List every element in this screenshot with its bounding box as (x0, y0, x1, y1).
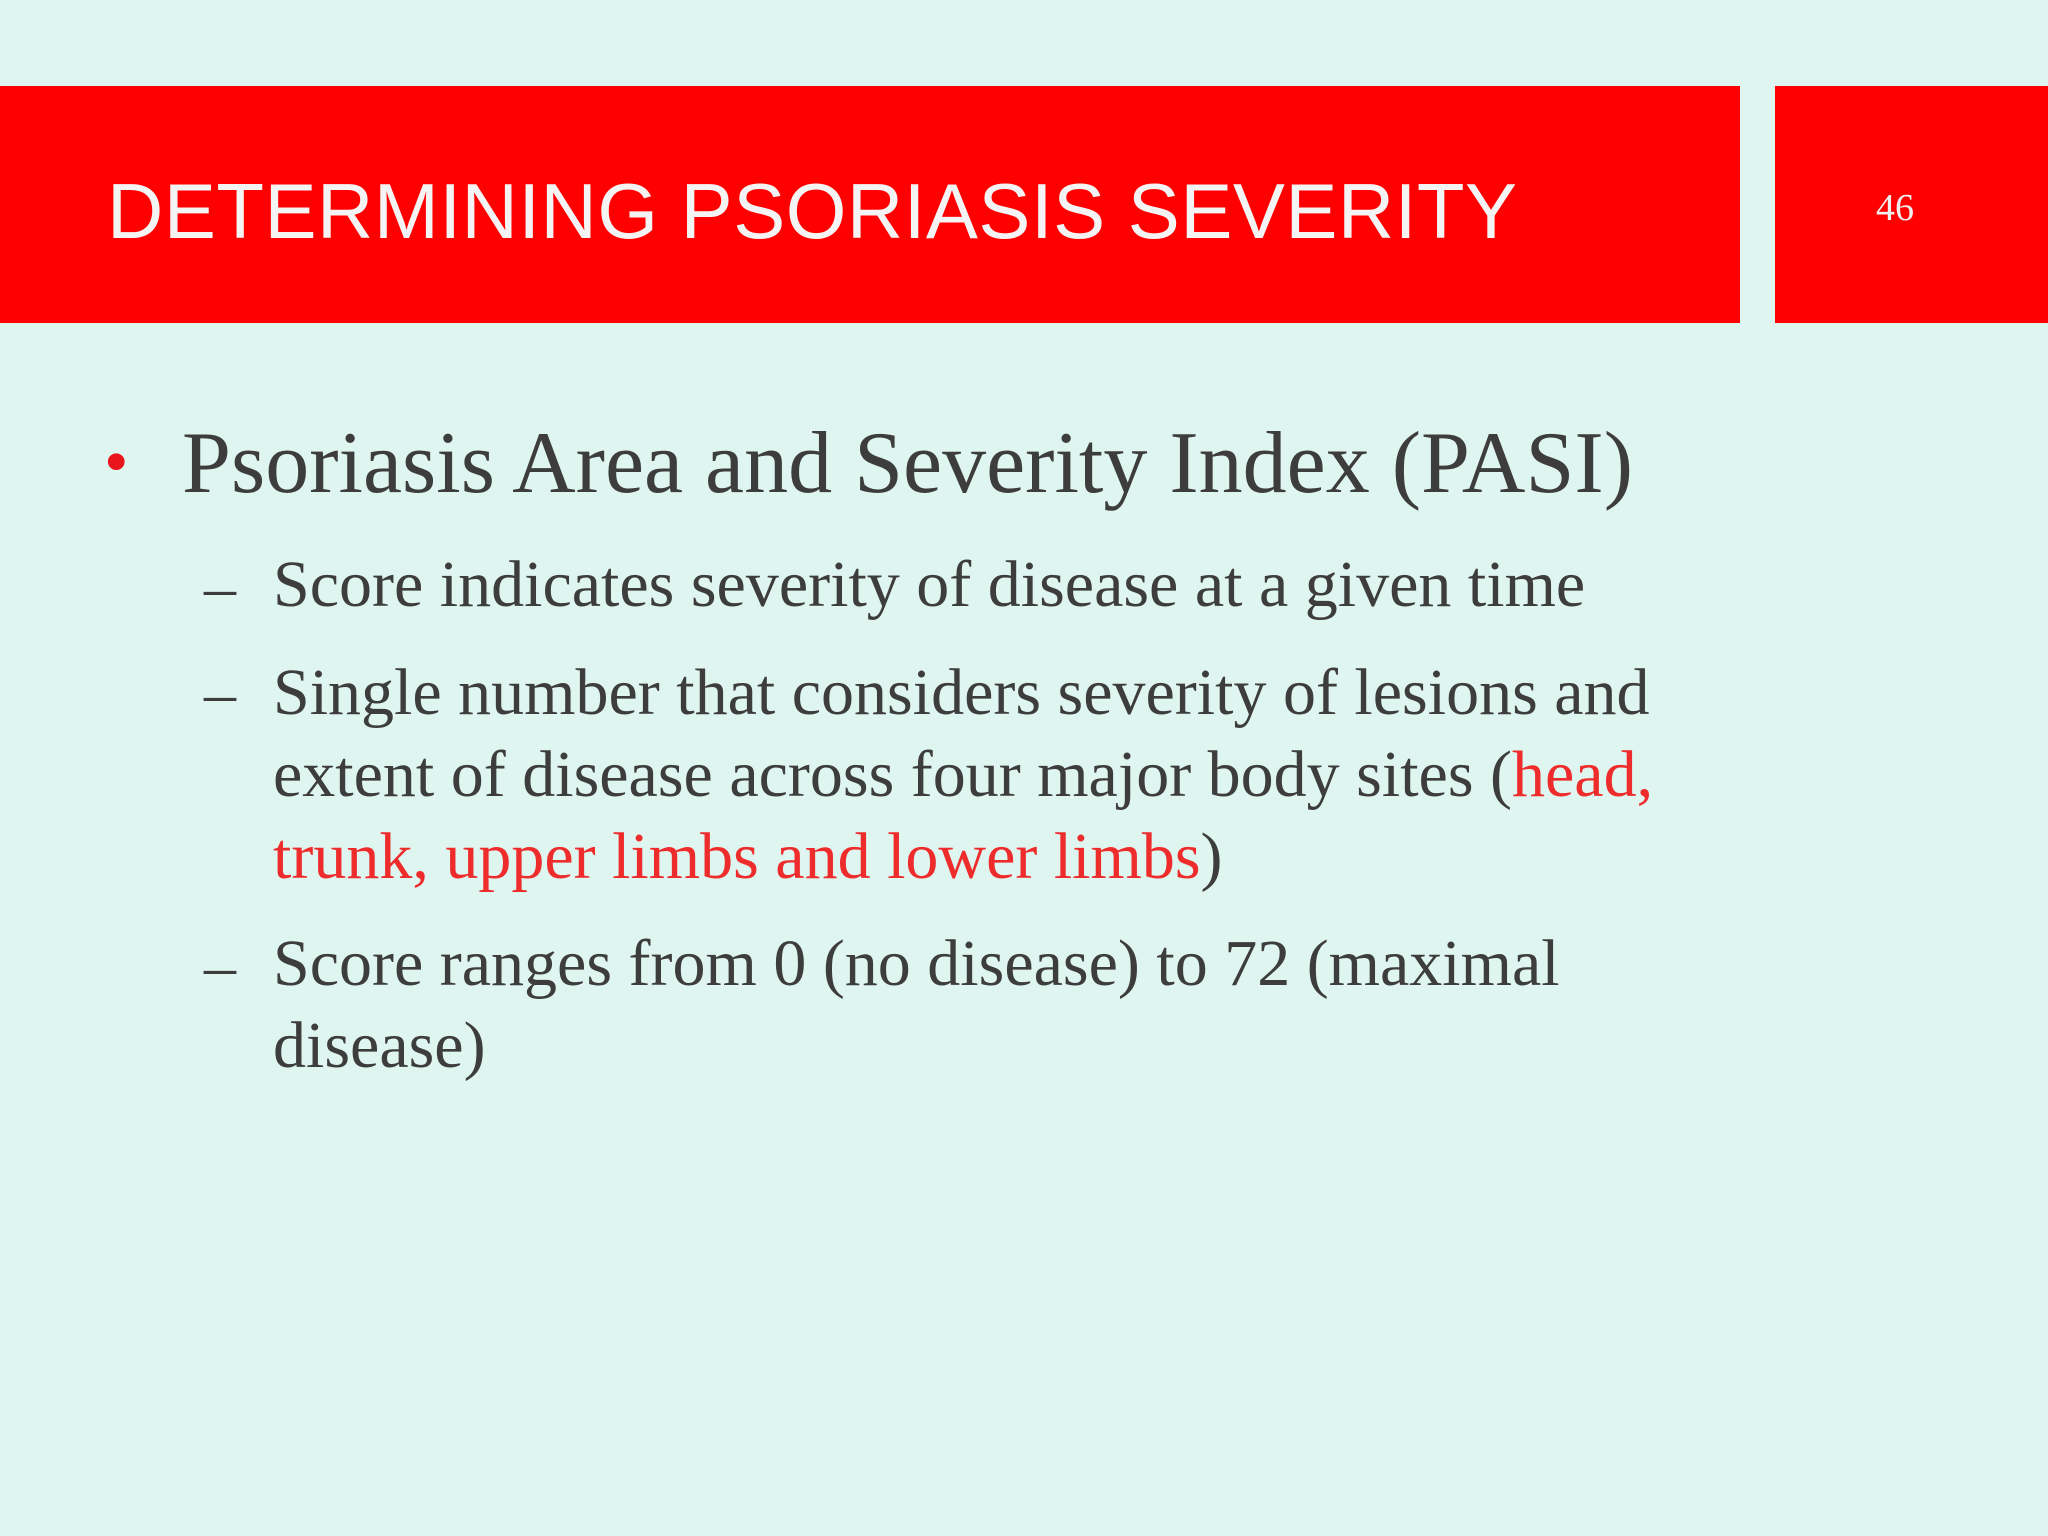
body-sites-highlight: head, trunk, upper limbs and lower limbs (273, 738, 1654, 893)
sub-bullet-dash: – (204, 551, 236, 622)
main-bullet: Psoriasis Area and Severity Index (PASI) (182, 415, 1634, 512)
sub-bullet-score-ranges: Score ranges from 0 (no disease) to 72 (maximal disease) (273, 927, 1560, 1082)
slide-title: DETERMINING PSORIASIS SEVERITY (107, 167, 1518, 255)
sub-bullet-dash: – (204, 930, 236, 1001)
sub-bullet-dash: – (204, 657, 236, 728)
sub-bullet-score-indicates: Score indicates severity of disease at a given time (273, 548, 1586, 621)
sub-bullet-closing-paren: ) (1200, 820, 1223, 893)
bullet-dot: • (104, 424, 129, 501)
slide-number: 46 (1876, 187, 1914, 229)
sub-bullet-single-number (273, 652, 1743, 898)
sub-bullet-single-number-text: Single number that considers severity of lesions and extent of disease across four major body sites ( (273, 656, 1650, 811)
